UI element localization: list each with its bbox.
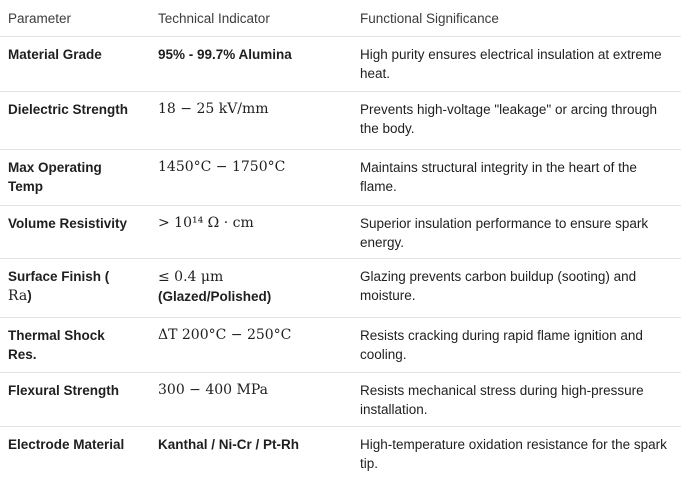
parameter-cell: Flexural Strength	[0, 372, 150, 426]
indicator-cell: 300 − 400 MPa	[150, 372, 352, 426]
parameter-cell: Volume Resistivity	[0, 205, 150, 258]
table-row	[0, 426, 681, 484]
header-functional-significance: Functional Significance	[352, 0, 681, 36]
table-row	[0, 149, 681, 205]
parameter-text-end: )	[27, 287, 32, 303]
significance-cell: High purity ensures electrical insulation at extreme heat.	[352, 36, 681, 91]
significance-cell: Glazing prevents carbon buildup (sooting) and moisture.	[352, 258, 681, 317]
indicator-note: (Glazed/Polished)	[158, 288, 272, 304]
indicator-cell: Kanthal / Ni-Cr / Pt-Rh	[158, 436, 299, 452]
table-row	[0, 36, 681, 91]
parameter-cell: Electrode Material	[8, 436, 125, 452]
significance-cell: Resists cracking during rapid flame ignition and cooling.	[352, 317, 681, 372]
significance-cell: Maintains structural integrity in the heart of the flame.	[352, 149, 681, 205]
table-header-row	[0, 0, 681, 36]
indicator-cell: 18 − 25 kV/mm	[150, 91, 352, 149]
parameter-cell: Material Grade	[0, 36, 150, 91]
significance-cell: High-temperature oxidation resistance for the spark tip.	[360, 436, 667, 471]
table-row	[0, 91, 681, 149]
indicator-math: ≤ 0.4 μm	[158, 268, 224, 285]
parameter-cell: Dielectric Strength	[0, 91, 150, 149]
parameter-cell: Thermal Shock Res.	[0, 317, 150, 372]
parameter-text: Surface Finish (	[8, 268, 110, 284]
indicator-cell: ΔT 200°C − 250°C	[150, 317, 352, 372]
table-row	[0, 258, 681, 317]
table-row	[0, 205, 681, 258]
significance-cell: Resists mechanical stress during high-pressure installation.	[352, 372, 681, 426]
significance-cell: Superior insulation performance to ensure spark energy.	[352, 205, 681, 258]
header-parameter: Parameter	[0, 0, 150, 36]
table-row	[0, 317, 681, 372]
indicator-cell: > 10¹⁴ Ω · cm	[150, 205, 352, 258]
significance-cell: Prevents high-voltage "leakage" or arcing through the body.	[352, 91, 681, 149]
parameter-cell	[0, 258, 150, 317]
indicator-cell: 95% - 99.7% Alumina	[150, 36, 352, 91]
parameter-math: Ra	[8, 287, 28, 304]
parameter-cell: Max Operating Temp	[0, 149, 150, 205]
indicator-cell	[150, 258, 352, 317]
indicator-cell: 1450°C − 1750°C	[150, 149, 352, 205]
table-row	[0, 372, 681, 426]
header-technical-indicator: Technical Indicator	[150, 0, 352, 36]
